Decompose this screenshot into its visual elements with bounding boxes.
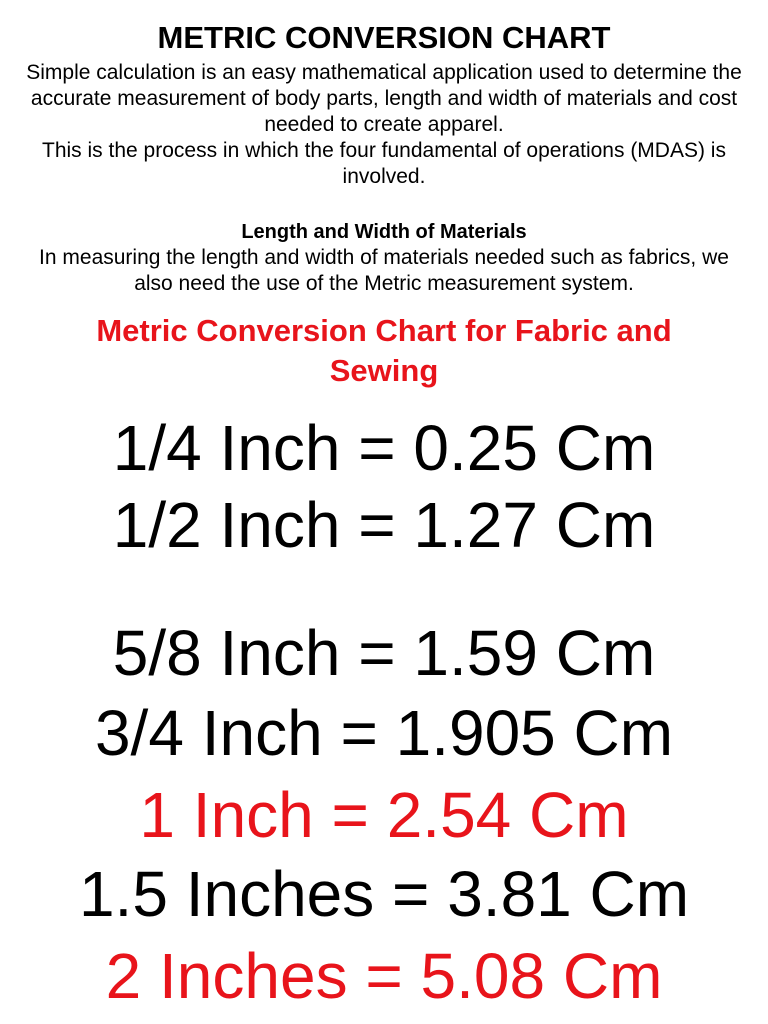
conversion-row: 1/2 Inch = 1.27 Cm <box>112 489 656 561</box>
chart-heading: Metric Conversion Chart for Fabric and Sewing <box>96 313 672 388</box>
intro-text <box>20 60 748 190</box>
page-title: METRIC CONVERSION CHART <box>157 20 611 55</box>
conversion-row: 1 Inch = 2.54 Cm <box>139 779 629 851</box>
intro-paragraph-2: This is the process in which the four fundamental of operations (MDAS) is involved. <box>42 139 726 188</box>
section-heading: Length and Width of Materials <box>241 221 527 243</box>
conversion-row: 1.5 Inches = 3.81 Cm <box>78 858 690 930</box>
conversion-row: 1/4 Inch = 0.25 Cm <box>112 412 656 484</box>
conversion-row: 2 Inches = 5.08 Cm <box>105 940 663 1012</box>
conversion-row: 3/4 Inch = 1.905 Cm <box>94 697 674 769</box>
conversion-row: 5/8 Inch = 1.59 Cm <box>112 617 656 689</box>
section-text: In measuring the length and width of materials needed such as fabrics, we also need the use of the Metric measurement system. <box>39 246 729 295</box>
intro-paragraph-1: Simple calculation is an easy mathematical application used to determine the accurate measurement of body parts, length and width of materials and cost needed to create apparel. <box>26 61 742 136</box>
